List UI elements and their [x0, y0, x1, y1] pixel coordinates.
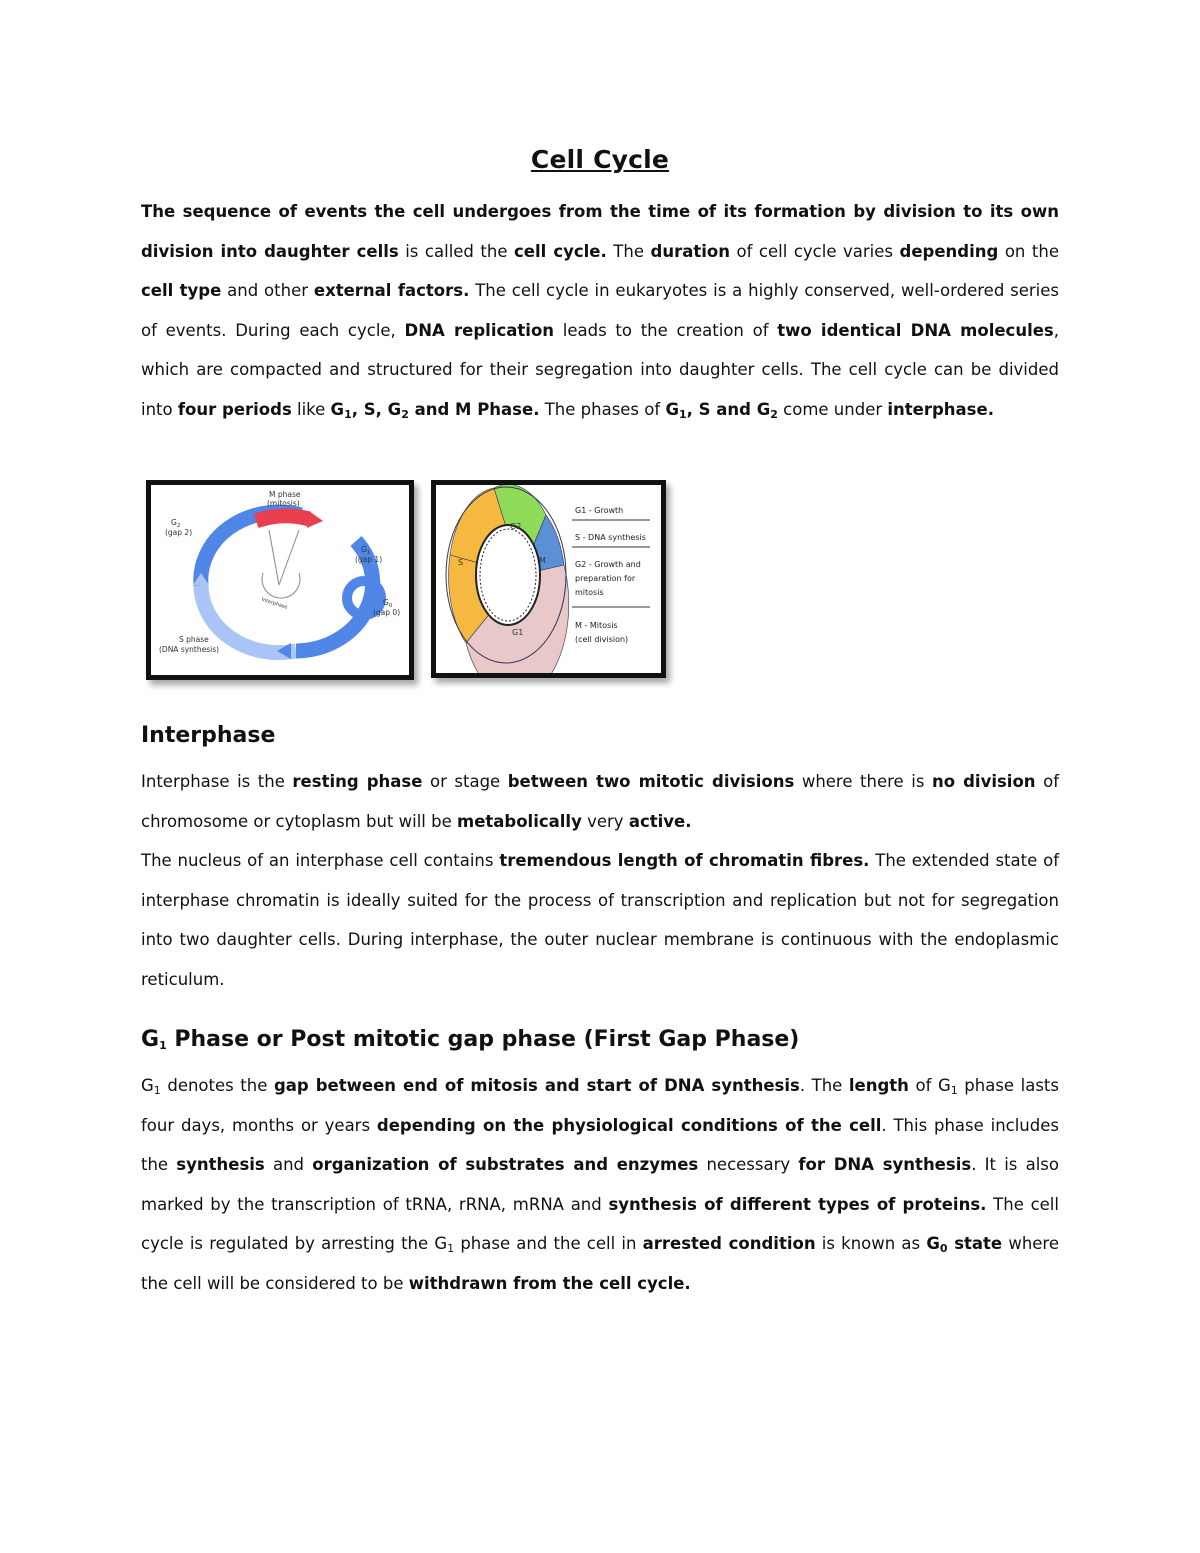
legend-item: S - DNA synthesis	[575, 533, 646, 542]
interphase-text: The nucleus of an interphase cell contains	[141, 851, 500, 870]
g1-text: depending on the physiological conditions of the cell	[376, 1115, 882, 1135]
g1-text: and	[264, 1155, 313, 1175]
page-title: Cell Cycle	[530, 145, 670, 174]
g1-text: where the cell will be considered to be	[141, 1234, 1060, 1293]
g1-paragraph	[141, 1066, 1059, 1304]
intro-text: The	[606, 241, 651, 261]
legend-item: mitosis	[575, 588, 604, 597]
legend-item: G1 - Growth	[575, 506, 624, 515]
intro-text: cell cycle.	[514, 241, 607, 261]
g1-text: synthesis	[176, 1155, 265, 1175]
intro-text: The cell cycle in eukaryotes is a highly conserved, well-ordered series of events. During each cycle,	[141, 281, 1060, 340]
legend-item: (cell division)	[575, 635, 629, 644]
gap1-label: (gap 1)	[355, 555, 383, 564]
g1-heading: $G_1$ Phase or Post mitotic gap phase (First Gap Phase)	[141, 1027, 800, 1052]
interphase-text: The extended state of interphase chromatin is ideally suited for the process of transcription and replication but not for segregation into two daughter cells. During interphase, the outer nuclear membrane is continuous with the endoplasmic reticulum.	[141, 851, 1060, 989]
cell-cycle-ring-figure	[146, 480, 414, 680]
m-phase-label: M phase	[269, 490, 301, 499]
cell-cycle-donut-svg	[436, 485, 661, 673]
dna-synthesis-label: (DNA synthesis)	[159, 645, 220, 654]
intro-text: of cell cycle varies	[729, 241, 900, 261]
intro-text: on the	[998, 241, 1059, 261]
cell-cycle-ring-svg	[151, 485, 409, 675]
intro-text: The sequence of events the cell undergoes from the time of its formation by division to its own division into daughter cells	[141, 202, 1059, 261]
g1-text: withdrawn from the cell cycle.	[408, 1273, 691, 1293]
g2-label: $G_2$	[171, 518, 181, 529]
interphase-label: Interphase	[260, 596, 289, 611]
g1-text: . It is also marked by the transcription of tRNA, rRNA, mRNA and	[141, 1155, 1059, 1214]
g1-text: denotes the	[160, 1076, 274, 1095]
interphase-text: no division	[931, 772, 1036, 791]
s-phase-arc	[201, 585, 296, 653]
interphase-text: or stage	[422, 772, 508, 791]
legend-item: preparation for	[575, 574, 636, 583]
g1-segment-label: G1	[512, 628, 524, 637]
interphase-text: between two mitotic divisions	[507, 772, 795, 791]
intro-text: is called the	[398, 241, 515, 261]
intro-text: leads to the creation of	[554, 320, 778, 340]
intro-text: like	[291, 399, 331, 419]
interphase-text: where there is	[794, 772, 932, 791]
intro-text: two identical DNA molecules	[777, 320, 1054, 340]
g1-text: necessary	[698, 1155, 799, 1175]
legend-item: G2 - Growth and	[575, 560, 641, 569]
intro-text: , which are compacted and structured for their segregation into daughter cells. The cell cycle can be divided into	[141, 320, 1059, 419]
g1-text: . The	[799, 1076, 849, 1095]
g1-text: of $G_1$	[908, 1076, 958, 1097]
g1-text: is known as	[815, 1234, 927, 1254]
interphase-line	[279, 530, 299, 585]
intro-paragraph	[141, 192, 1059, 430]
s-phase-label: S phase	[179, 635, 209, 644]
intro-text: DNA replication	[404, 320, 555, 340]
intro-text: $G_1$, S and $G_2$	[665, 399, 778, 421]
g1-label: $G_1$	[361, 545, 371, 556]
interphase-heading: Interphase	[141, 723, 276, 748]
g1-text: arrested condition	[642, 1234, 816, 1254]
interphase-paragraph-2	[141, 841, 1059, 999]
intro-text: depending	[899, 241, 999, 261]
interphase-text: metabolically	[457, 811, 582, 831]
intro-text: $G_1$, S, $G_2$ and M Phase.	[330, 399, 540, 421]
g1-text: $G_0$ state	[926, 1234, 1003, 1256]
intro-text: come under	[777, 399, 888, 419]
m-segment-label: M	[539, 556, 546, 565]
g1-text: organization of substrates and enzymes	[312, 1155, 699, 1175]
mitosis-arc	[256, 516, 309, 521]
intro-text: interphase.	[887, 399, 994, 419]
g2-segment-label: G2	[510, 522, 522, 531]
g0-label: $G_0$	[383, 598, 393, 609]
g1-text: phase and the cell in	[454, 1234, 643, 1254]
interphase-text: tremendous length of chromatin fibres.	[499, 851, 870, 870]
intro-text: The phases of	[539, 399, 666, 419]
gap0-label: (gap 0)	[373, 608, 401, 617]
g1-text: for DNA synthesis	[798, 1155, 972, 1175]
interphase-curl	[262, 573, 300, 598]
g1-text: synthesis of different types of proteins.	[608, 1194, 987, 1214]
interphase-text: active.	[628, 811, 692, 831]
interphase-line	[269, 530, 279, 585]
legend-item: M - Mitosis	[575, 621, 618, 630]
intro-text: cell type	[141, 281, 222, 301]
intro-text: external factors.	[313, 281, 470, 301]
interphase-text: of chromosome or cytoplasm but will be	[141, 772, 1060, 831]
interphase-text: Interphase is the	[141, 772, 293, 791]
intro-text: four periods	[177, 399, 292, 419]
g1-text: . This phase includes the	[141, 1115, 1059, 1175]
intro-text: and other	[221, 281, 314, 301]
cell-cycle-donut-figure	[431, 480, 666, 678]
g1-text: length	[848, 1076, 909, 1095]
g1-text: The cell cycle is regulated by arresting the $G_1$	[141, 1194, 1059, 1256]
interphase-paragraph-1	[141, 762, 1059, 841]
g1-text: $G_1$	[141, 1076, 161, 1097]
interphase-text: very	[581, 811, 629, 831]
mitosis-arrowhead	[307, 511, 323, 528]
inner-hole	[476, 525, 540, 625]
s-segment-label: S	[458, 558, 464, 567]
g1-text: phase lasts four days, months or years	[141, 1076, 1059, 1135]
gap2-label: (gap 2)	[165, 528, 193, 537]
g1-text: gap between end of mitosis and start of DNA synthesis	[273, 1076, 800, 1095]
interphase-text: resting phase	[292, 772, 423, 791]
intro-text: duration	[650, 241, 730, 261]
mitosis-label: (mitosis)	[267, 499, 300, 508]
